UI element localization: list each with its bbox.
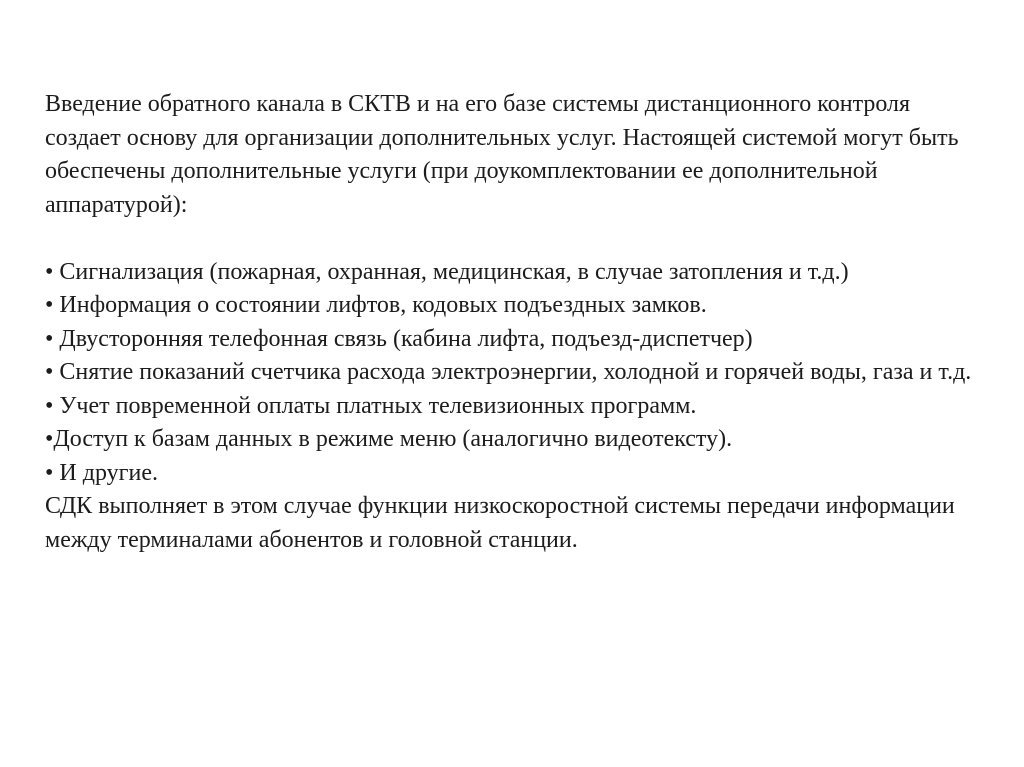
list-item: • Сигнализация (пожарная, охранная, медицинская, в случае затопления и т.д.) [45,258,849,285]
list-item: • Снятие показаний счетчика расхода электроэнергии, холодной и горячей воды, газа и т.д. [45,359,972,385]
list-item: • И другие. [45,459,158,486]
services-list [45,256,985,491]
paragraph-gap [45,222,985,256]
list-item: • Информация о состоянии лифтов, кодовых подъездных замков. [45,292,707,318]
list-item: •Доступ к базам данных в режиме меню (аналогично видеотексту). [45,426,733,452]
conclusion-paragraph: СДК выполняет в этом случае функции низкоскоростной системы передачи информации между терминалами абонентов и головной станции. [45,493,955,553]
slide-text-block [45,88,985,557]
list-item: • Учет повременной оплаты платных телевизионных программ. [45,392,697,419]
list-item: • Двусторонняя телефонная связь (кабина лифта, подъезд-диспетчер) [45,325,753,352]
intro-paragraph: Введение обратного канала в СКТВ и на его базе системы дистанционного контроля создает основу для организации дополнительных услуг. Настоящей системой могут быть обеспечены дополнительные услуги (при доукомплектовании ее дополнительной аппаратурой): [45,91,959,218]
